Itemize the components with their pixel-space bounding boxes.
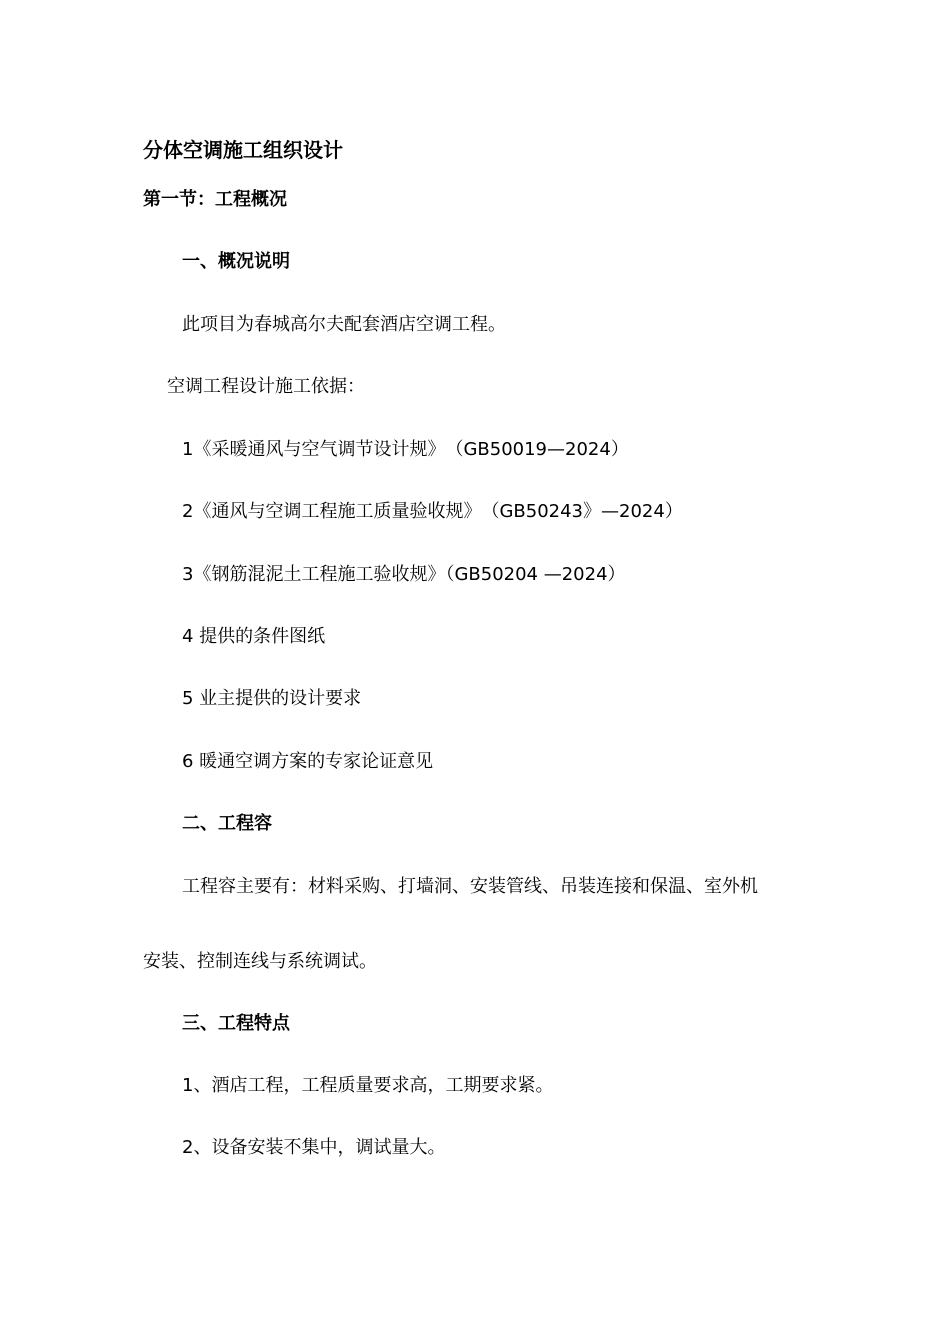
basis-item: 4 提供的条件图纸 [182,626,326,647]
part1-heading: 一、概况说明 [182,251,290,272]
feature-item: 2、设备安装不集中，调试量大。 [182,1137,446,1158]
intro-paragraph: 此项目为春城高尔夫配套酒店空调工程。 [182,314,506,335]
basis-label: 空调工程设计施工依据： [167,376,365,397]
basis-item: 1《采暖通风与空气调节设计规》 （GB50019—2024） [182,439,629,460]
basis-item: 2《通风与空调工程施工质量验收规》 （GB50243》—2024） [182,501,683,522]
basis-item: 5 业主提供的设计要求 [182,688,362,709]
feature-item: 1、酒店工程，工程质量要求高，工期要求紧。 [182,1075,554,1096]
part3-heading: 三、工程特点 [182,1013,290,1034]
part2-content-line2: 安装、控制连线与系统调试。 [143,951,377,972]
section-heading: 第一节：工程概况 [143,189,287,210]
basis-item: 3《钢筋混泥土工程施工验收规》（GB50204 —2024） [182,564,626,585]
document-title: 分体空调施工组织设计 [143,138,343,162]
basis-item: 6 暖通空调方案的专家论证意见 [182,751,434,772]
part2-heading: 二、工程容 [182,813,272,834]
part2-content-line1: 工程容主要有：材料采购、打墙洞、安装管线、吊装连接和保温、室外机 [182,876,758,897]
